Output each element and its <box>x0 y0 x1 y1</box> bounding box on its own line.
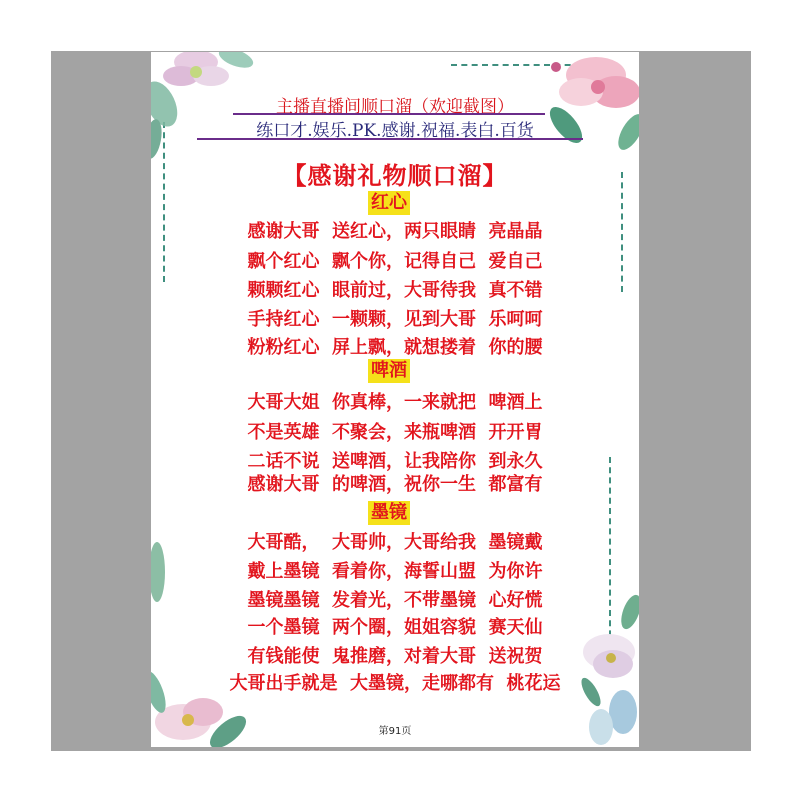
header-underline <box>233 113 545 115</box>
poem-line: 大哥大姐 你真棒，一来就把 啤酒上 <box>247 392 543 413</box>
poem-line: 大哥酷， 大哥帅，大哥给我 墨镜戴 <box>247 532 543 553</box>
page-number: 第91页 <box>378 726 412 737</box>
poem-line: 飘个红心 飘个你，记得自己 爱自己 <box>247 251 543 272</box>
header-line-2: 练口才.娱乐.PK.感谢.祝福.表白.百货 <box>256 121 534 141</box>
poem-line: 感谢大哥 送红心，两只眼睛 亮晶晶 <box>247 221 543 242</box>
document-page <box>151 52 639 747</box>
poem-line: 粉粉红心 屏上飘，就想搂着 你的腰 <box>247 337 543 358</box>
poem-line: 颗颗红心 眼前过，大哥待我 真不错 <box>247 280 543 301</box>
header-underline-2 <box>197 138 583 140</box>
main-title: 【感谢礼物顺口溜】 <box>282 162 508 190</box>
poem-line: 有钱能使 鬼推磨，对着大哥 送祝贺 <box>247 646 543 667</box>
section-label-mojing: 墨镜 <box>368 501 410 525</box>
poem-line: 大哥出手就是 大墨镜，走哪都有 桃花运 <box>229 673 561 694</box>
section-label-pijiu: 啤酒 <box>368 359 410 383</box>
section-label-hongxin: 红心 <box>368 191 410 215</box>
poem-line: 不是英雄 不聚会，来瓶啤酒 开开胃 <box>247 422 543 443</box>
poem-line: 二话不说 送啤酒，让我陪你 到永久 <box>247 451 543 472</box>
poem-line: 手持红心 一颗颗，见到大哥 乐呵呵 <box>247 309 543 330</box>
poem-line: 戴上墨镜 看着你，海誓山盟 为你许 <box>247 561 543 582</box>
poem-line: 一个墨镜 两个圈，姐姐容貌 赛天仙 <box>247 617 543 638</box>
header-line-1: 主播直播间顺口溜（欢迎截图） <box>276 97 514 117</box>
poem-line: 墨镜墨镜 发着光，不带墨镜 心好慌 <box>247 590 543 611</box>
poem-line: 感谢大哥 的啤酒，祝你一生 都富有 <box>247 474 543 495</box>
